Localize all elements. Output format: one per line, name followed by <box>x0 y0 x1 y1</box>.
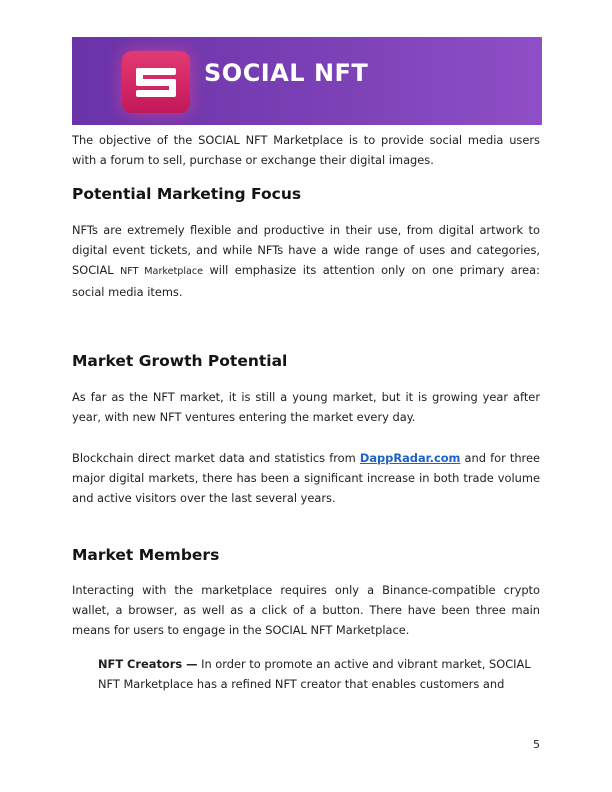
growth-paragraph-1 <box>72 387 540 427</box>
growth-text-2b: and for three major digital markets, there has been a significant increase in both trade volume and active visitors over the last several years. <box>72 451 541 505</box>
growth-paragraph-2 <box>72 448 540 508</box>
brand-title: SOCIAL NFT <box>204 59 369 87</box>
growth-text-2a: Blockchain direct market data and statistics from <box>72 451 360 465</box>
page-number: 5 <box>533 738 540 751</box>
social-nft-logo-icon <box>122 51 190 113</box>
nft-creators-text: In order to promote an active and vibrant market, SOCIAL NFT Marketplace has a refined NFT creator that enables customers and <box>98 657 531 691</box>
focus-text-small: NFT Marketplace <box>120 266 204 277</box>
nft-creators-item <box>98 654 540 694</box>
nft-creators-label: NFT Creators — <box>98 657 198 671</box>
heading-market-members: Market Members <box>72 546 220 564</box>
heading-growth-potential: Market Growth Potential <box>72 352 288 370</box>
heading-marketing-focus: Potential Marketing Focus <box>72 185 302 203</box>
header-banner <box>72 37 542 125</box>
marketing-focus-paragraph <box>72 220 540 302</box>
growth-text-1: As far as the NFT market, it is still a young market, but it is growing year after year, with new NFT ventures entering the market every day. <box>72 390 540 424</box>
dappradar-link[interactable]: DappRadar.com <box>359 451 461 465</box>
focus-text-2: will emphasize its attention only on one primary area: social media items. <box>72 263 540 299</box>
logo-s-mark <box>122 51 190 113</box>
focus-text-1: NFTs are extremely flexible and productive in their use, from digital artwork to digital event tickets, and while NFTs have a wide range of uses and categories, SOCIAL <box>72 223 540 277</box>
intro-text: The objective of the SOCIAL NFT Marketplace is to provide social media users with a forum to sell, purchase or exchange their digital images. <box>72 133 540 167</box>
members-text: Interacting with the marketplace requires only a Binance-compatible crypto wallet, a browser, as well as a click of a button. There have been three main means for users to engage in the SOCIAL NFT Marketplace. <box>72 583 540 637</box>
intro-paragraph <box>72 130 540 170</box>
members-paragraph <box>72 580 540 640</box>
